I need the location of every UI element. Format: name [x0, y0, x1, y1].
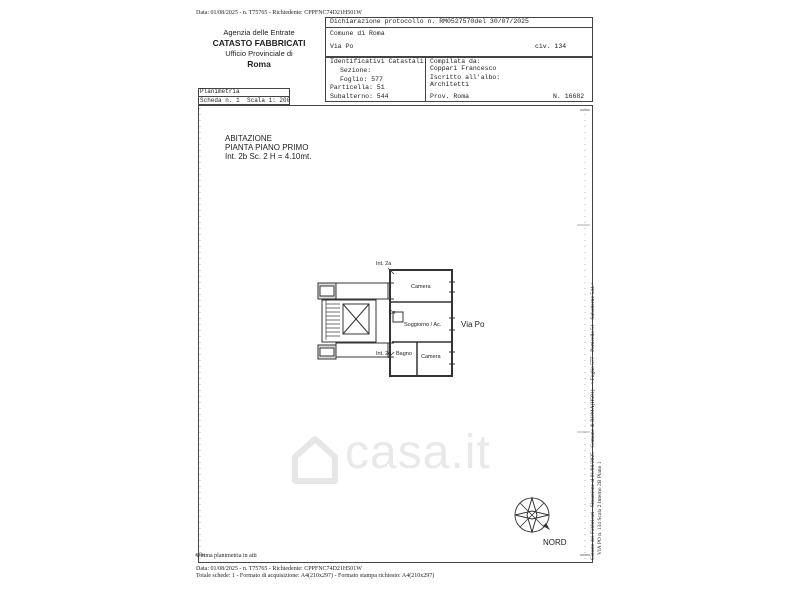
province: Prov. Roma — [430, 93, 470, 100]
sub-field: Subalterno: 544 — [330, 93, 389, 100]
plan-scale: Scala 1: 200 — [247, 97, 291, 104]
profession: Architetti — [430, 81, 470, 88]
footer-format-line: Totale schede: 1 - Formato di acquisizione: A4(210x297) - Formato stampa richiesto: A4(210x297) — [196, 573, 435, 579]
label-int-2c: Int. 2c — [376, 351, 391, 357]
label-via-po: Via Po — [461, 320, 485, 329]
header-request-line: Data: 01/08/2025 - n. T75765 - Richiedente: CPPFNC74D21H501W — [196, 10, 362, 16]
north-arrow-icon — [505, 490, 560, 545]
caption-unit: Int. 2b Sc. 2 H = 4.10mt. — [225, 152, 312, 161]
watermark-house-icon — [285, 423, 345, 493]
sheet-field: Foglio: 577 — [340, 76, 383, 83]
section-field: Sezione: — [340, 67, 372, 74]
watermark-text: casa.it — [345, 426, 491, 479]
label-bagno: Bagno — [396, 351, 412, 357]
identifiers-title: Identificativi Catastali: — [330, 58, 428, 65]
label-ds: Ds — [389, 310, 396, 316]
footer-request-line: Data: 01/08/2025 - n. T75765 - Richiedente: CPPFNC74D21H501W — [196, 566, 362, 572]
plan-title: Planimetria — [200, 88, 240, 95]
plan-sheet: Scheda n. 1 — [200, 97, 240, 104]
caption-type: ABITAZIONE — [225, 134, 272, 143]
agency-catasto: CATASTO FABBRICATI — [212, 38, 306, 48]
parcel-field: Particella: 51 — [330, 84, 385, 91]
label-camera-top: Camera — [411, 284, 431, 290]
side-text-cadastre: Catasto dei Fabbricati - Situazione al 01/08/2025 - Comune di ROMA(H501) - < Foglio 577 - Particella 51 - Subalterno 544 > — [590, 281, 596, 560]
footer-last-plan: Ultima planimetria in atti — [196, 553, 257, 559]
municipality: Comune di Roma — [330, 30, 385, 37]
agency-city: Roma — [247, 59, 271, 69]
registered-label: Iscritto all'albo: — [430, 74, 501, 81]
label-int-2a: Int. 2a — [376, 261, 392, 267]
north-label: NORD — [543, 538, 567, 547]
declaration-protocol: Dichiarazione protocollo n. RM0527570del 30/07/2025 — [330, 18, 529, 25]
street-address: Via Po — [330, 43, 354, 50]
compiler-name: Coppari Francesco — [430, 65, 497, 72]
civic-number: civ. 134 — [535, 43, 567, 50]
agency-office: Ufficio Provinciale di — [225, 49, 293, 58]
registration-number: N. 16682 — [553, 93, 585, 100]
compiler-label: Compilata da: — [430, 58, 481, 65]
side-text-address: VIA PO n. 134 Scala 2 Interno 2B Piano 1 — [597, 461, 603, 555]
agency-name: Agenzia delle Entrate — [223, 28, 295, 37]
caption-floor: PIANTA PIANO PRIMO — [225, 143, 309, 152]
label-camera-bottom: Camera — [421, 354, 441, 360]
label-soggiorno: Soggiorno / Ac. — [404, 322, 442, 328]
